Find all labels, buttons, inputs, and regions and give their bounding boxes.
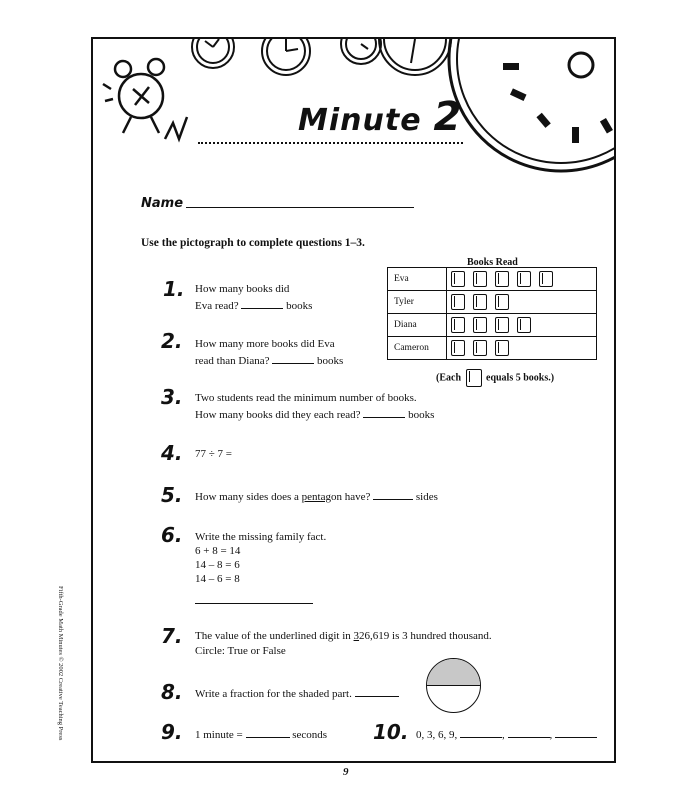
answer-blank[interactable] <box>508 726 550 738</box>
title-text: Minute <box>298 103 422 138</box>
question-number: 3. <box>161 385 183 409</box>
book-icon <box>451 317 465 333</box>
book-icon <box>539 271 553 287</box>
book-icon <box>473 317 487 333</box>
question-text: Two students read the minimum number of books. <box>195 392 417 404</box>
student-name: Eva <box>388 268 447 291</box>
answer-blank[interactable] <box>241 297 283 309</box>
fraction-circle <box>426 658 481 713</box>
unit-text: sides <box>415 491 438 503</box>
answer-blank[interactable] <box>460 726 502 738</box>
book-icon <box>451 271 465 287</box>
question-text: The value of the underlined digit in <box>195 630 354 642</box>
question-5 <box>195 488 438 505</box>
pictograph-row <box>388 337 597 360</box>
question-text: 0, 3, 6, 9, <box>416 729 458 741</box>
book-icon <box>517 271 531 287</box>
answer-blank[interactable] <box>246 726 290 738</box>
family-fact: 14 – 8 = 6 <box>195 559 240 571</box>
question-text: 26,619 is 3 hundred thousand. <box>359 630 492 642</box>
unit-text: seconds <box>292 729 328 741</box>
family-fact: 14 – 6 = 8 <box>195 573 240 585</box>
question-text: on have? <box>330 491 371 503</box>
pictograph-title: Books Read <box>467 257 518 268</box>
question-text: How many books did <box>195 283 290 295</box>
question-3 <box>195 391 434 423</box>
book-icon <box>495 317 509 333</box>
book-icon <box>466 369 482 387</box>
book-icon <box>451 340 465 356</box>
question-number: 1. <box>163 277 185 301</box>
book-icon <box>473 271 487 287</box>
question-number: 2. <box>161 329 183 353</box>
copyright-text: Fifth-Grade Math Minutes © 2002 Creative Teaching Press <box>57 586 64 741</box>
question-9 <box>195 726 327 743</box>
page-title <box>298 94 462 140</box>
question-number: 10. <box>373 720 409 744</box>
question-2 <box>195 337 343 369</box>
pictograph-row <box>388 314 597 337</box>
book-icon <box>495 271 509 287</box>
title-divider <box>198 142 463 144</box>
answer-blank[interactable] <box>555 726 597 738</box>
pictograph-key <box>436 369 554 387</box>
name-field[interactable] <box>186 207 414 208</box>
question-number: 8. <box>161 680 183 704</box>
answer-blank[interactable] <box>272 352 314 364</box>
circle-options[interactable]: Circle: True or False <box>195 645 286 657</box>
book-icon <box>495 294 509 310</box>
book-cell <box>447 337 597 360</box>
underlined-digit: 3 <box>353 630 360 642</box>
question-4: 77 ÷ 7 = <box>195 448 232 460</box>
instructions: Use the pictograph to complete questions 1–3. <box>141 237 365 249</box>
question-6 <box>195 530 326 608</box>
book-icon <box>517 317 531 333</box>
question-number: 6. <box>161 523 183 547</box>
family-fact: 6 + 8 = 14 <box>195 545 241 557</box>
pictograph-table <box>387 267 597 360</box>
page-number: 9 <box>343 766 349 778</box>
unit-text: books <box>408 409 435 421</box>
answer-blank[interactable] <box>195 592 313 604</box>
key-before: (Each <box>436 372 461 384</box>
question-text: How many sides does a <box>195 491 302 503</box>
question-text: Eva read? <box>195 300 239 312</box>
book-cell <box>447 291 597 314</box>
shaded-part <box>427 659 480 686</box>
pictograph-row <box>388 268 597 291</box>
question-text: Write a fraction for the shaded part. <box>195 688 352 700</box>
book-cell <box>447 314 597 337</box>
book-cell <box>447 268 597 291</box>
answer-blank[interactable] <box>363 406 405 418</box>
worksheet-frame <box>91 37 616 763</box>
answer-blank[interactable] <box>355 685 399 697</box>
question-1 <box>195 282 312 314</box>
underlined-text: pentag <box>301 491 331 503</box>
answer-blank[interactable] <box>373 488 413 500</box>
student-name: Cameron <box>388 337 447 360</box>
student-name: Tyler <box>388 291 447 314</box>
question-number: 4. <box>161 441 183 465</box>
unit-text: books <box>317 355 344 367</box>
question-7 <box>195 629 492 659</box>
student-name: Diana <box>388 314 447 337</box>
question-text: 1 minute = <box>195 729 243 741</box>
question-number: 9. <box>161 720 183 744</box>
book-icon <box>495 340 509 356</box>
name-label: Name <box>141 196 184 211</box>
question-number: 5. <box>161 483 183 507</box>
book-icon <box>473 294 487 310</box>
question-text: How many books did they each read? <box>195 409 361 421</box>
question-8 <box>195 685 399 702</box>
key-after: equals 5 books.) <box>486 372 555 384</box>
question-text: read than Diana? <box>195 355 270 367</box>
question-number: 7. <box>161 624 183 648</box>
unit-text: books <box>286 300 313 312</box>
book-icon <box>451 294 465 310</box>
question-10: 0, 3, 6, 9, , , <box>416 726 597 743</box>
question-text: How many more books did Eva <box>195 338 335 350</box>
question-text: Write the missing family fact. <box>195 531 327 543</box>
pictograph-row <box>388 291 597 314</box>
book-icon <box>473 340 487 356</box>
title-number: 2 <box>433 94 463 140</box>
